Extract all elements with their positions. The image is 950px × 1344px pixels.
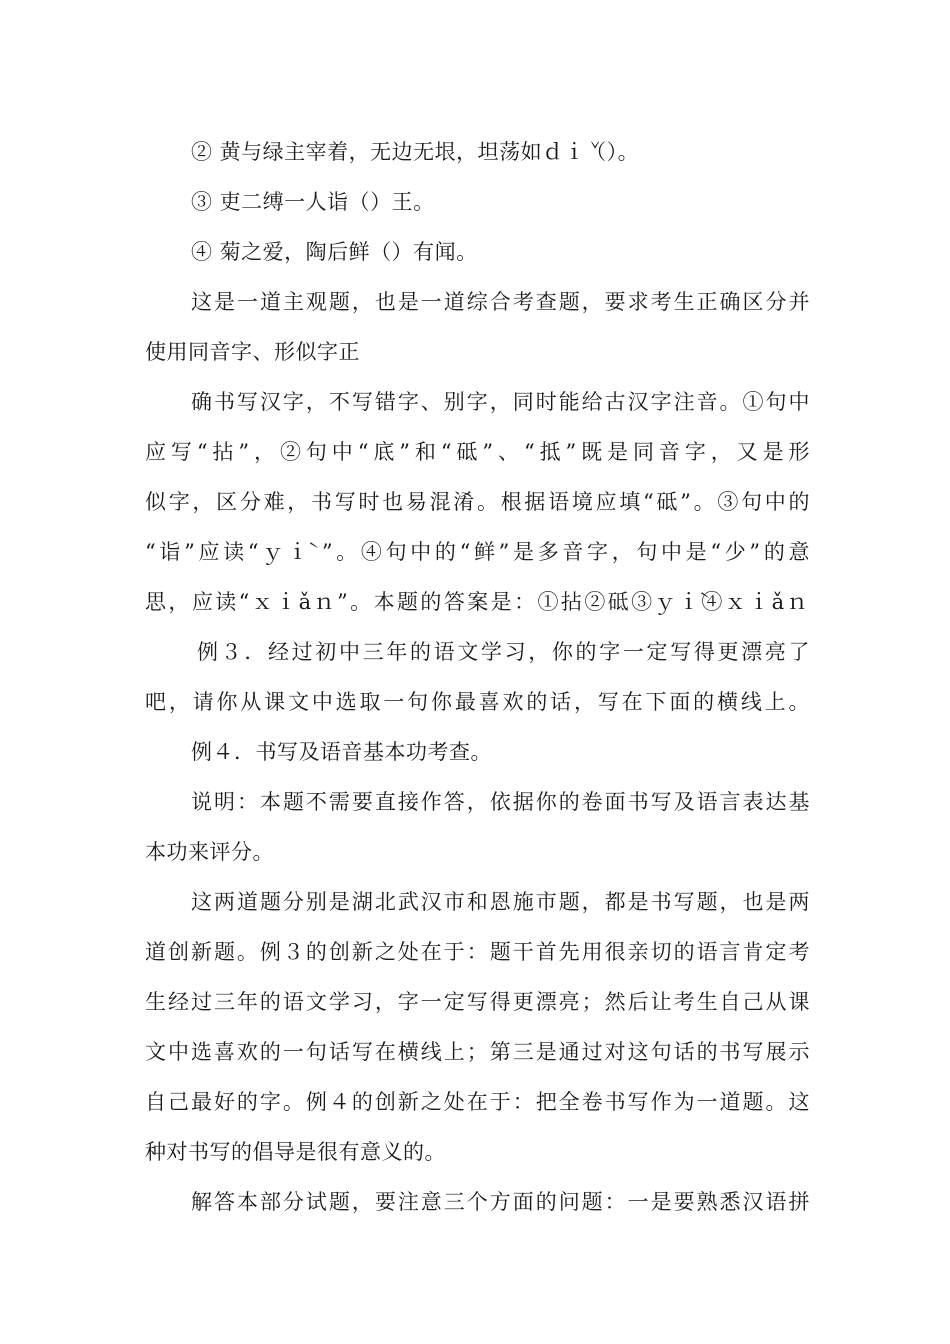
text-line: 解答本部分试题，要注意三个方面的问题：一是要熟悉汉语拼 xyxy=(191,1190,810,1214)
text-line: 这是一道主观题，也是一道综合考查题，要求考生正确区分并 xyxy=(191,290,810,314)
text-line: 文中选喜欢的一句话写在横线上；第三是通过对这句话的书写展示 xyxy=(145,1040,810,1064)
text-line: “诣”应读“ｙｉ̀ ”。④句中的“鲜”是多音字，句中是“少”的意 xyxy=(145,540,810,564)
text-line: 例３．经过初中三年的语文学习，你的字一定写得更漂亮了 xyxy=(197,640,810,664)
text-line: 自己最好的字。例４的创新之处在于：把全卷书写作为一道题。这 xyxy=(145,1090,810,1114)
text-line: 例４．书写及语音基本功考查。 xyxy=(191,740,492,764)
text-line: 说明：本题不需要直接作答，依据你的卷面书写及语言表达基 xyxy=(191,790,810,814)
text-line: 道创新题。例３的创新之处在于：题干首先用很亲切的语言肯定考 xyxy=(145,940,810,964)
text-line: 思，应读“ｘｉǎｎ”。本题的答案是：①拈②砥③ｙｉ̀④ｘｉǎｎ xyxy=(145,590,810,614)
text-line: 应写“拈”，②句中“底”和“砥”、“抵”既是同音字，又是形 xyxy=(145,440,810,464)
text-line: 种对书写的倡导是很有意义的。 xyxy=(145,1140,446,1164)
text-line: 吧，请你从课文中选取一句你最喜欢的话，写在下面的横线上。 xyxy=(145,690,810,714)
text-line: 这两道题分别是湖北武汉市和恩施市题，都是书写题，也是两 xyxy=(191,890,810,914)
text-line: 似字，区分难，书写时也易混淆。根据语境应填“砥”。③句中的 xyxy=(145,490,810,514)
text-line: 本功来评分。 xyxy=(145,840,274,864)
text-line: ② 黄与绿主宰着，无边无垠，坦荡如ｄｉ̌（）。 xyxy=(191,140,640,164)
text-line: 生经过三年的语文学习，字一定写得更漂亮；然后让考生自己从课 xyxy=(145,990,810,1014)
text-line: 确书写汉字，不写错字、别字，同时能给古汉字注音。①句中 xyxy=(191,390,810,414)
text-line: ③ 吏二缚一人诣（）王。 xyxy=(191,190,435,214)
text-line: 使用同音字、形似字正 xyxy=(145,340,360,364)
text-line: ④ 菊之爱，陶后鲜（）有闻。 xyxy=(191,240,478,264)
